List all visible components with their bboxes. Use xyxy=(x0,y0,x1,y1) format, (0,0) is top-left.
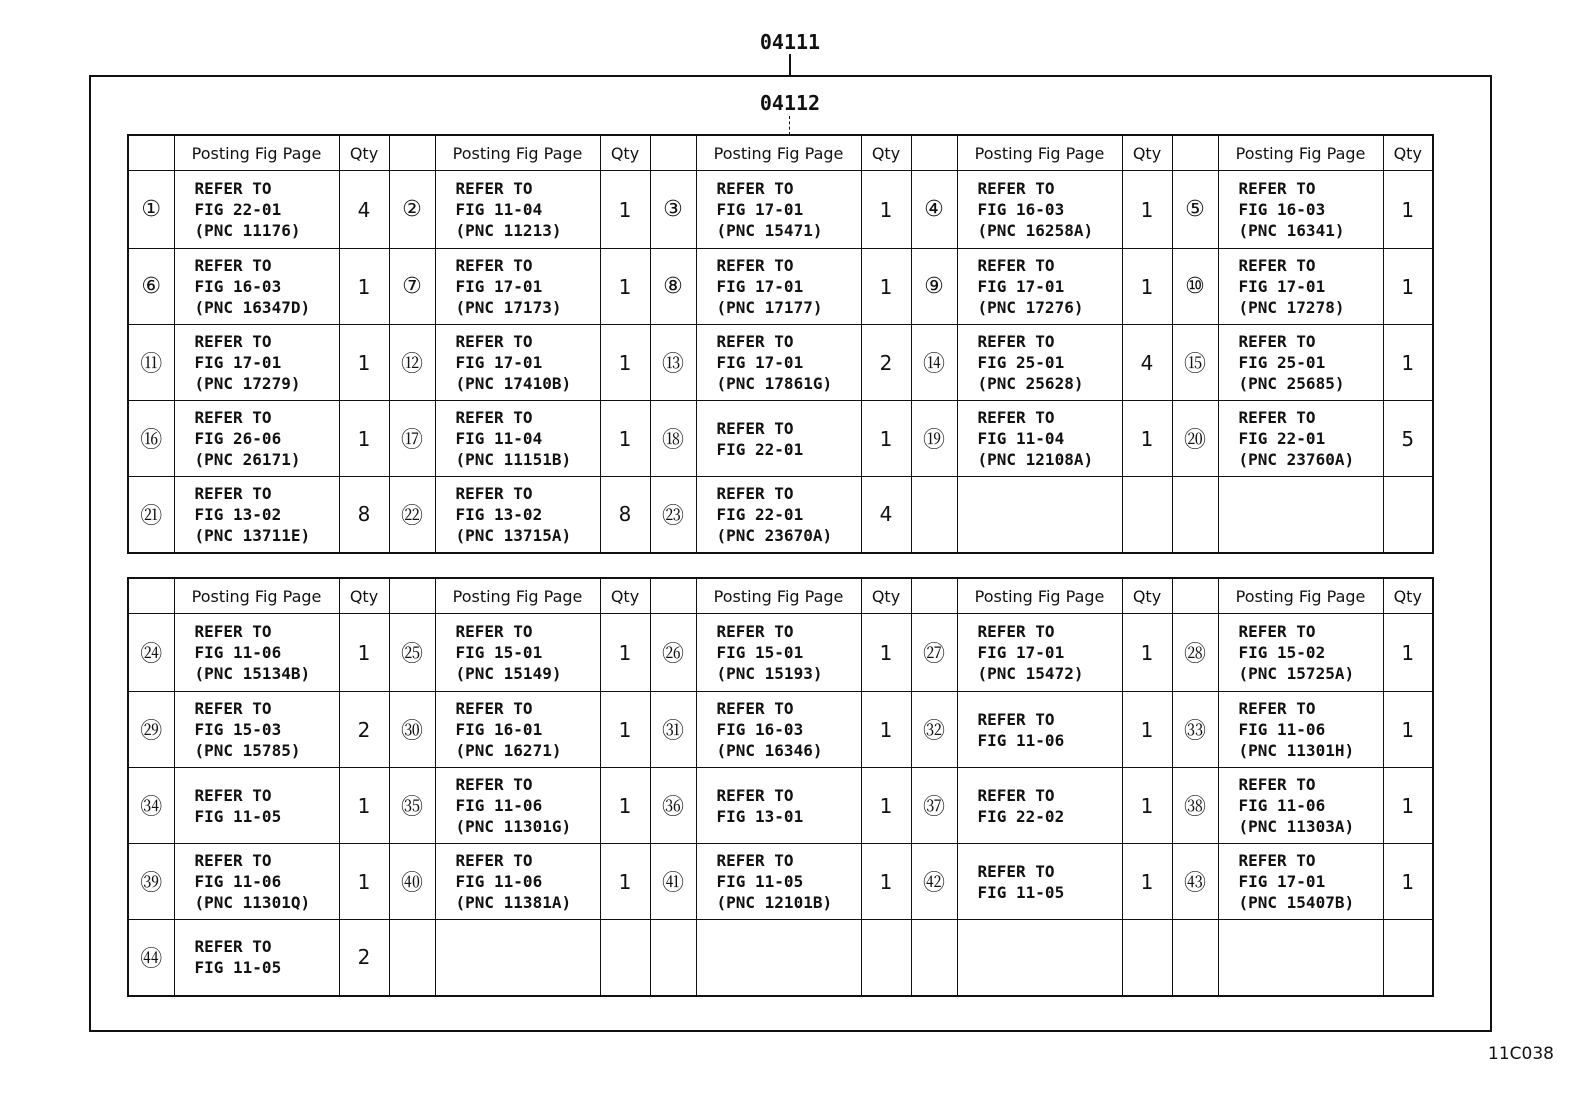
quantity: 1 xyxy=(861,614,911,692)
quantity: 1 xyxy=(1383,249,1433,325)
part-number-circle: ㉖ xyxy=(650,614,696,692)
header-posting-fig-page: Posting Fig Page xyxy=(957,135,1122,171)
header-qty: Qty xyxy=(1122,135,1172,171)
quantity: 1 xyxy=(600,844,650,920)
part-number-circle: ⑫ xyxy=(389,325,435,401)
part-number-circle: ⑰ xyxy=(389,401,435,477)
figure-code: 11C038 xyxy=(1488,1044,1554,1064)
posting-reference: REFER TO FIG 15-01 (PNC 15149) xyxy=(435,614,600,692)
table-row xyxy=(128,325,1433,401)
part-number-circle: ㊴ xyxy=(128,844,174,920)
header-index-cell xyxy=(128,135,174,171)
header-posting-fig-page: Posting Fig Page xyxy=(435,578,600,614)
part-number-circle: ⑳ xyxy=(1172,401,1218,477)
posting-reference: REFER TO FIG 11-05 xyxy=(174,768,339,844)
part-number-circle xyxy=(1172,920,1218,996)
table-row xyxy=(128,171,1433,249)
posting-reference xyxy=(696,920,861,996)
quantity: 4 xyxy=(861,477,911,553)
quantity: 1 xyxy=(339,614,389,692)
quantity: 1 xyxy=(339,325,389,401)
posting-reference: REFER TO FIG 26-06 (PNC 26171) xyxy=(174,401,339,477)
part-number-circle: ⑩ xyxy=(1172,249,1218,325)
posting-reference: REFER TO FIG 16-03 (PNC 16341) xyxy=(1218,171,1383,249)
part-number-circle: ㉚ xyxy=(389,692,435,768)
quantity: 1 xyxy=(1122,614,1172,692)
quantity: 8 xyxy=(339,477,389,553)
part-number-circle: ⑨ xyxy=(911,249,957,325)
part-number-circle: ⑦ xyxy=(389,249,435,325)
posting-reference: REFER TO FIG 13-02 (PNC 13711E) xyxy=(174,477,339,553)
quantity: 1 xyxy=(861,692,911,768)
table-row xyxy=(128,768,1433,844)
quantity: 1 xyxy=(1383,325,1433,401)
posting-reference: REFER TO FIG 17-01 (PNC 15472) xyxy=(957,614,1122,692)
quantity: 1 xyxy=(1122,844,1172,920)
quantity xyxy=(1383,920,1433,996)
quantity: 1 xyxy=(1383,171,1433,249)
quantity: 1 xyxy=(1383,768,1433,844)
posting-reference: REFER TO FIG 11-06 xyxy=(957,692,1122,768)
quantity: 1 xyxy=(339,249,389,325)
reference-table-2 xyxy=(127,577,1434,997)
leader-line-inner xyxy=(789,116,790,135)
quantity xyxy=(1122,477,1172,553)
header-qty: Qty xyxy=(1383,135,1433,171)
header-index-cell xyxy=(1172,135,1218,171)
quantity xyxy=(600,920,650,996)
quantity xyxy=(1122,920,1172,996)
quantity: 1 xyxy=(600,171,650,249)
posting-reference: REFER TO FIG 16-03 (PNC 16258A) xyxy=(957,171,1122,249)
assembly-code-top: 04111 xyxy=(759,30,821,54)
part-number-circle: ⑬ xyxy=(650,325,696,401)
table-header-row xyxy=(128,135,1433,171)
part-number-circle: ④ xyxy=(911,171,957,249)
header-posting-fig-page: Posting Fig Page xyxy=(435,135,600,171)
part-number-circle xyxy=(389,920,435,996)
part-number-circle: ㊸ xyxy=(1172,844,1218,920)
part-number-circle: ㊶ xyxy=(650,844,696,920)
table-header-row xyxy=(128,578,1433,614)
part-number-circle xyxy=(911,920,957,996)
posting-reference: REFER TO FIG 11-05 xyxy=(957,844,1122,920)
quantity: 4 xyxy=(339,171,389,249)
posting-reference: REFER TO FIG 11-04 (PNC 11213) xyxy=(435,171,600,249)
part-number-circle: ㉗ xyxy=(911,614,957,692)
posting-reference: REFER TO FIG 17-01 (PNC 17861G) xyxy=(696,325,861,401)
posting-reference: REFER TO FIG 22-02 xyxy=(957,768,1122,844)
part-number-circle: ㉝ xyxy=(1172,692,1218,768)
posting-reference: REFER TO FIG 17-01 (PNC 15471) xyxy=(696,171,861,249)
table-row xyxy=(128,401,1433,477)
quantity xyxy=(1383,477,1433,553)
posting-reference: REFER TO FIG 11-04 (PNC 12108A) xyxy=(957,401,1122,477)
posting-reference: REFER TO FIG 17-01 (PNC 17177) xyxy=(696,249,861,325)
posting-reference: REFER TO FIG 22-01 (PNC 11176) xyxy=(174,171,339,249)
quantity: 1 xyxy=(1122,692,1172,768)
posting-reference: REFER TO FIG 16-03 (PNC 16346) xyxy=(696,692,861,768)
quantity: 1 xyxy=(861,401,911,477)
posting-reference: REFER TO FIG 16-01 (PNC 16271) xyxy=(435,692,600,768)
quantity: 2 xyxy=(861,325,911,401)
table-row xyxy=(128,249,1433,325)
part-number-circle xyxy=(650,920,696,996)
part-number-circle: ⑯ xyxy=(128,401,174,477)
posting-reference: REFER TO FIG 17-01 (PNC 17278) xyxy=(1218,249,1383,325)
part-number-circle: ㉛ xyxy=(650,692,696,768)
part-number-circle: ㊱ xyxy=(650,768,696,844)
part-number-circle: ㊵ xyxy=(389,844,435,920)
posting-reference: REFER TO FIG 11-06 (PNC 11303A) xyxy=(1218,768,1383,844)
part-number-circle: ㉕ xyxy=(389,614,435,692)
header-index-cell xyxy=(389,135,435,171)
quantity: 2 xyxy=(339,692,389,768)
part-number-circle: ㉟ xyxy=(389,768,435,844)
quantity: 1 xyxy=(1122,401,1172,477)
quantity: 1 xyxy=(1122,171,1172,249)
posting-reference: REFER TO FIG 25-01 (PNC 25628) xyxy=(957,325,1122,401)
header-qty: Qty xyxy=(1122,578,1172,614)
part-number-circle: ㉙ xyxy=(128,692,174,768)
quantity: 1 xyxy=(600,249,650,325)
quantity xyxy=(861,920,911,996)
header-index-cell xyxy=(650,135,696,171)
posting-reference: REFER TO FIG 11-06 (PNC 11301G) xyxy=(435,768,600,844)
posting-reference: REFER TO FIG 11-06 (PNC 11381A) xyxy=(435,844,600,920)
quantity: 2 xyxy=(339,920,389,996)
posting-reference: REFER TO FIG 15-01 (PNC 15193) xyxy=(696,614,861,692)
header-qty: Qty xyxy=(861,135,911,171)
posting-reference: REFER TO FIG 15-03 (PNC 15785) xyxy=(174,692,339,768)
part-number-circle: ① xyxy=(128,171,174,249)
quantity: 1 xyxy=(600,401,650,477)
table-row xyxy=(128,477,1433,553)
header-qty: Qty xyxy=(1383,578,1433,614)
header-qty: Qty xyxy=(339,578,389,614)
header-posting-fig-page: Posting Fig Page xyxy=(696,135,861,171)
table-row xyxy=(128,614,1433,692)
posting-reference xyxy=(1218,920,1383,996)
header-index-cell xyxy=(911,135,957,171)
posting-reference: REFER TO FIG 16-03 (PNC 16347D) xyxy=(174,249,339,325)
part-number-circle xyxy=(911,477,957,553)
posting-reference: REFER TO FIG 11-04 (PNC 11151B) xyxy=(435,401,600,477)
quantity: 1 xyxy=(1122,768,1172,844)
header-qty: Qty xyxy=(339,135,389,171)
quantity: 1 xyxy=(600,325,650,401)
header-posting-fig-page: Posting Fig Page xyxy=(696,578,861,614)
header-posting-fig-page: Posting Fig Page xyxy=(174,578,339,614)
header-posting-fig-page: Posting Fig Page xyxy=(1218,135,1383,171)
header-index-cell xyxy=(389,578,435,614)
header-qty: Qty xyxy=(861,578,911,614)
posting-reference: REFER TO FIG 11-05 xyxy=(174,920,339,996)
part-number-circle: ⑤ xyxy=(1172,171,1218,249)
posting-reference: REFER TO FIG 22-01 xyxy=(696,401,861,477)
part-number-circle: ③ xyxy=(650,171,696,249)
quantity: 1 xyxy=(339,768,389,844)
assembly-code-inner: 04112 xyxy=(759,91,821,115)
leader-line-top xyxy=(789,54,791,75)
posting-reference: REFER TO FIG 15-02 (PNC 15725A) xyxy=(1218,614,1383,692)
posting-reference: REFER TO FIG 17-01 (PNC 15407B) xyxy=(1218,844,1383,920)
part-number-circle: ㉞ xyxy=(128,768,174,844)
posting-reference: REFER TO FIG 17-01 (PNC 17173) xyxy=(435,249,600,325)
quantity: 4 xyxy=(1122,325,1172,401)
quantity: 5 xyxy=(1383,401,1433,477)
header-posting-fig-page: Posting Fig Page xyxy=(1218,578,1383,614)
reference-table-1 xyxy=(127,134,1434,554)
part-number-circle: ㉔ xyxy=(128,614,174,692)
table-row xyxy=(128,844,1433,920)
part-number-circle: ㉒ xyxy=(389,477,435,553)
posting-reference: REFER TO FIG 11-06 (PNC 11301H) xyxy=(1218,692,1383,768)
posting-reference: REFER TO FIG 22-01 (PNC 23670A) xyxy=(696,477,861,553)
part-number-circle: ② xyxy=(389,171,435,249)
part-number-circle: ⑱ xyxy=(650,401,696,477)
quantity: 8 xyxy=(600,477,650,553)
posting-reference: REFER TO FIG 11-06 (PNC 11301Q) xyxy=(174,844,339,920)
header-qty: Qty xyxy=(600,578,650,614)
posting-reference xyxy=(957,920,1122,996)
posting-reference: REFER TO FIG 13-02 (PNC 13715A) xyxy=(435,477,600,553)
quantity: 1 xyxy=(600,614,650,692)
part-number-circle: ㊷ xyxy=(911,844,957,920)
part-number-circle: ㊹ xyxy=(128,920,174,996)
header-qty: Qty xyxy=(600,135,650,171)
part-number-circle: ㉓ xyxy=(650,477,696,553)
quantity: 1 xyxy=(1383,844,1433,920)
quantity: 1 xyxy=(1383,614,1433,692)
quantity: 1 xyxy=(861,171,911,249)
part-number-circle: ⑭ xyxy=(911,325,957,401)
part-number-circle: ⑧ xyxy=(650,249,696,325)
quantity: 1 xyxy=(861,844,911,920)
quantity: 1 xyxy=(861,768,911,844)
header-posting-fig-page: Posting Fig Page xyxy=(174,135,339,171)
quantity: 1 xyxy=(600,692,650,768)
quantity: 1 xyxy=(1383,692,1433,768)
posting-reference: REFER TO FIG 11-05 (PNC 12101B) xyxy=(696,844,861,920)
posting-reference: REFER TO FIG 11-06 (PNC 15134B) xyxy=(174,614,339,692)
header-index-cell xyxy=(1172,578,1218,614)
part-number-circle: ㉜ xyxy=(911,692,957,768)
part-number-circle: ㊲ xyxy=(911,768,957,844)
posting-reference xyxy=(1218,477,1383,553)
header-index-cell xyxy=(650,578,696,614)
quantity: 1 xyxy=(861,249,911,325)
posting-reference: REFER TO FIG 13-01 xyxy=(696,768,861,844)
header-index-cell xyxy=(911,578,957,614)
quantity: 1 xyxy=(339,844,389,920)
table-row xyxy=(128,920,1433,996)
part-number-circle: ⑮ xyxy=(1172,325,1218,401)
part-number-circle: ⑪ xyxy=(128,325,174,401)
part-number-circle: ⑲ xyxy=(911,401,957,477)
part-number-circle: ㉘ xyxy=(1172,614,1218,692)
quantity: 1 xyxy=(1122,249,1172,325)
part-number-circle xyxy=(1172,477,1218,553)
table-row xyxy=(128,692,1433,768)
posting-reference: REFER TO FIG 17-01 (PNC 17410B) xyxy=(435,325,600,401)
part-number-circle: ㊳ xyxy=(1172,768,1218,844)
posting-reference: REFER TO FIG 22-01 (PNC 23760A) xyxy=(1218,401,1383,477)
posting-reference: REFER TO FIG 17-01 (PNC 17276) xyxy=(957,249,1122,325)
posting-reference xyxy=(957,477,1122,553)
posting-reference: REFER TO FIG 25-01 (PNC 25685) xyxy=(1218,325,1383,401)
quantity: 1 xyxy=(339,401,389,477)
quantity: 1 xyxy=(600,768,650,844)
part-number-circle: ㉑ xyxy=(128,477,174,553)
posting-reference xyxy=(435,920,600,996)
header-posting-fig-page: Posting Fig Page xyxy=(957,578,1122,614)
posting-reference: REFER TO FIG 17-01 (PNC 17279) xyxy=(174,325,339,401)
header-index-cell xyxy=(128,578,174,614)
part-number-circle: ⑥ xyxy=(128,249,174,325)
